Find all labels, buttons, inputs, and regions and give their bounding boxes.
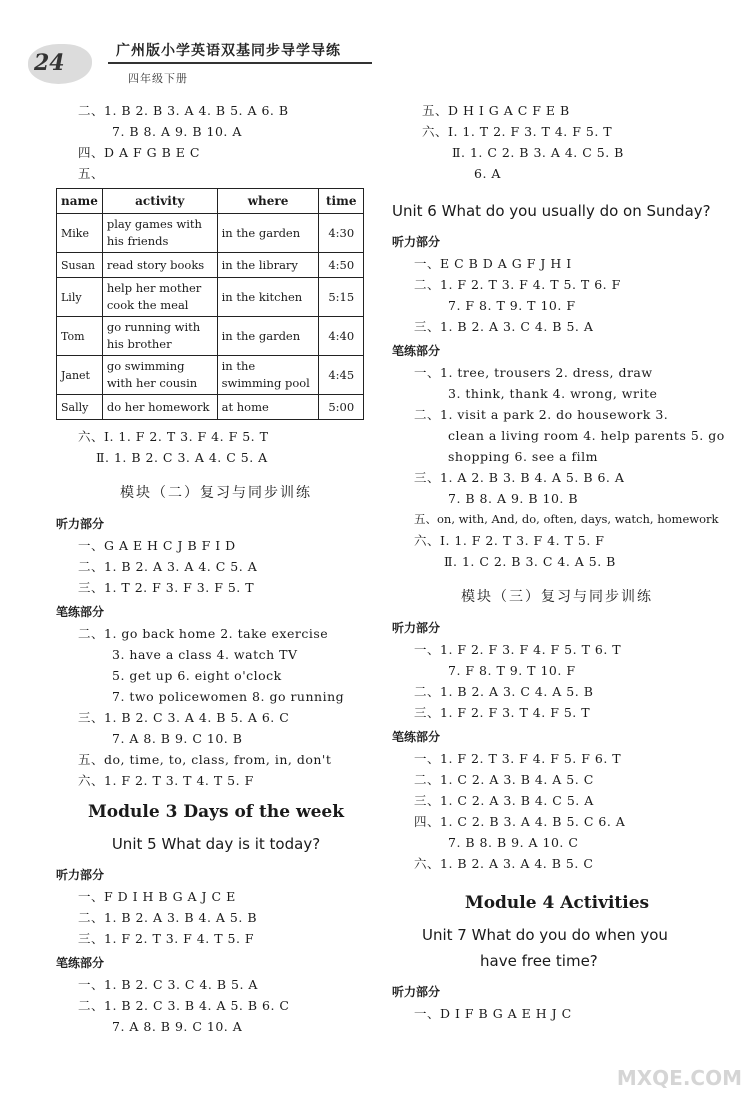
table-cell-activity: help her mother cook the meal (102, 278, 217, 317)
table-cell-name: Lily (57, 278, 103, 317)
answer-line: 三、1. F 2. F 3. T 4. F 5. T (414, 705, 591, 720)
table-cell-activity: go running with his brother (102, 317, 217, 356)
watermark (582, 1020, 742, 1090)
section-heading: 听力部分 (392, 235, 441, 249)
table-cell-where: in the garden (217, 214, 319, 253)
answer-line: 六、Ⅰ. 1. F 2. T 3. F 4. F 5. T (78, 429, 269, 444)
answer-line: 3. think, thank 4. wrong, write (448, 386, 658, 401)
table-header-cell: where (217, 189, 319, 214)
table-cell-name: Susan (57, 253, 103, 278)
table-cell-activity: go swimming with her cousin (102, 356, 217, 395)
answer-line: 一、D I F B G A E H J C (414, 1006, 572, 1021)
table-row (57, 395, 364, 420)
table-cell-name: Janet (57, 356, 103, 395)
section-title: 模块（二）复习与同步训练 (120, 485, 312, 501)
series-title: 广州版小学英语双基同步导学导练 (116, 43, 341, 59)
answer-line: 二、1. visit a park 2. do housework 3. (414, 407, 669, 422)
answer-line: 一、F D I H B G A J C E (78, 889, 236, 904)
section-heading: 笔练部分 (392, 730, 441, 744)
answer-line: 一、1. F 2. T 3. F 4. F 5. F 6. T (414, 751, 622, 766)
table-row (57, 317, 364, 356)
table-row (57, 278, 364, 317)
section-heading: 听力部分 (392, 621, 441, 635)
table-cell-time: 4:30 (319, 214, 364, 253)
watermark-text: MXQE.COM (616, 1066, 742, 1090)
answer-line: 三、1. C 2. A 3. B 4. C 5. A (414, 793, 594, 808)
table-cell-name: Mike (57, 214, 103, 253)
table-cell-activity: play games with his friends (102, 214, 217, 253)
table-row (57, 253, 364, 278)
answer-line: 五、do, time, to, class, from, in, don't (78, 752, 332, 767)
answer-line: 四、1. C 2. B 3. A 4. B 5. C 6. A (414, 814, 626, 829)
table-cell-where: at home (217, 395, 319, 420)
answer-line: 一、1. B 2. C 3. C 4. B 5. A (78, 977, 258, 992)
module-title: Module 3 Days of the week (87, 802, 345, 822)
table-cell-where: in the library (217, 253, 319, 278)
activity-table (56, 188, 364, 420)
answer-line: 7. B 8. B 9. A 10. C (448, 835, 579, 850)
answer-line: Ⅱ. 1. C 2. B 3. C 4. A 5. B (444, 554, 616, 569)
answer-line: 7. F 8. T 9. T 10. F (448, 663, 576, 678)
answer-line: 一、E C B D A G F J H I (414, 256, 572, 271)
answer-line: 二、1. B 2. A 3. C 4. A 5. B (414, 684, 594, 699)
answer-line: 三、1. A 2. B 3. B 4. A 5. B 6. A (414, 470, 625, 485)
answer-line: 3. have a class 4. watch TV (112, 647, 298, 662)
table-cell-time: 5:15 (319, 278, 364, 317)
answer-line: 二、1. B 2. A 3. B 4. A 5. B (78, 910, 258, 925)
table-cell-time: 4:50 (319, 253, 364, 278)
grade-label: 四年级下册 (128, 72, 188, 85)
answer-line: 六、Ⅰ. 1. T 2. F 3. T 4. F 5. T (422, 124, 613, 139)
right-column (392, 100, 725, 1024)
answer-line: 二、1. B 2. A 3. A 4. C 5. A (78, 559, 258, 574)
page-number: 24 (34, 50, 65, 76)
answer-line: 一、1. tree, trousers 2. dress, draw (414, 365, 653, 380)
answer-line: 7. two policewomen 8. go running (112, 689, 345, 704)
section-heading: 听力部分 (56, 868, 105, 882)
table-cell-name: Tom (57, 317, 103, 356)
header-divider (108, 62, 372, 64)
answer-line: 六、Ⅰ. 1. F 2. T 3. F 4. T 5. F (414, 533, 605, 548)
unit-title: Unit 6 What do you usually do on Sunday? (392, 202, 711, 220)
answer-line: 三、1. B 2. C 3. A 4. B 5. A 6. C (78, 710, 290, 725)
section-heading: 听力部分 (56, 517, 105, 531)
unit-title: have free time? (480, 952, 598, 970)
unit-title: Unit 7 What do you do when you (422, 926, 668, 944)
answer-line: 六、1. F 2. T 3. T 4. T 5. F (78, 773, 254, 788)
table-row (57, 214, 364, 253)
section-heading: 笔练部分 (56, 956, 105, 970)
module-title: Module 4 Activities (464, 893, 650, 913)
answer-line: 一、1. F 2. F 3. F 4. F 5. T 6. T (414, 642, 622, 657)
table-cell-activity: read story books (102, 253, 217, 278)
answer-line: clean a living room 4. help parents 5. go (448, 428, 725, 443)
answer-line: 6. A (474, 166, 501, 181)
answer-line: 7. A 8. B 9. C 10. A (112, 1019, 243, 1034)
answer-line: 7. A 8. B 9. C 10. B (112, 731, 243, 746)
section-heading: 听力部分 (392, 985, 441, 999)
answer-line: 二、1. B 2. B 3. A 4. B 5. A 6. B (78, 103, 289, 118)
table-cell-where: in the kitchen (217, 278, 319, 317)
answer-line: Ⅱ. 1. C 2. B 3. A 4. C 5. B (452, 145, 624, 160)
table-header-row (57, 189, 364, 214)
answer-line: 二、1. B 2. C 3. B 4. A 5. B 6. C (78, 998, 290, 1013)
table-row (57, 356, 364, 395)
answer-line: 六、1. B 2. A 3. A 4. B 5. C (414, 856, 594, 871)
answer-line: shopping 6. see a film (448, 449, 599, 464)
table-header-cell: name (57, 189, 103, 214)
table-cell-activity: do her homework (102, 395, 217, 420)
answer-line: 三、1. F 2. T 3. F 4. T 5. F (78, 931, 255, 946)
answer-line: 7. F 8. T 9. T 10. F (448, 298, 576, 313)
answer-line: 7. B 8. A 9. B 10. B (448, 491, 579, 506)
table-cell-where: in the garden (217, 317, 319, 356)
table-cell-where: in the swimming pool (217, 356, 319, 395)
answer-line: 五、on, with, And, do, often, days, watch, homework (414, 512, 719, 526)
answer-line: 二、1. go back home 2. take exercise (78, 626, 329, 641)
table-cell-time: 5:00 (319, 395, 364, 420)
answer-line: 五、D H I G A C F E B (422, 103, 570, 118)
answer-line: 三、1. B 2. A 3. C 4. B 5. A (414, 319, 594, 334)
answer-line: 二、1. C 2. A 3. B 4. A 5. C (414, 772, 594, 787)
answer-line: 5. get up 6. eight o'clock (112, 668, 282, 683)
answer-line: 四、D A F G B E C (78, 145, 200, 160)
section-title: 模块（三）复习与同步训练 (461, 589, 653, 605)
section-heading: 笔练部分 (392, 344, 441, 358)
table-header-cell: activity (102, 189, 217, 214)
table-cell-name: Sally (57, 395, 103, 420)
page-header (0, 0, 750, 88)
table-header-cell: time (319, 189, 364, 214)
answer-line: 五、 (78, 166, 105, 181)
table-cell-time: 4:40 (319, 317, 364, 356)
left-column (56, 100, 376, 1037)
answer-line: 一、G A E H C J B F I D (78, 538, 236, 553)
answer-line: Ⅱ. 1. B 2. C 3. A 4. C 5. A (96, 450, 268, 465)
table-cell-time: 4:45 (319, 356, 364, 395)
answer-line: 三、1. T 2. F 3. F 3. F 5. T (78, 580, 255, 595)
answer-line: 7. B 8. A 9. B 10. A (112, 124, 242, 139)
answer-line: 二、1. F 2. T 3. F 4. T 5. T 6. F (414, 277, 621, 292)
unit-title: Unit 5 What day is it today? (111, 835, 321, 853)
section-heading: 笔练部分 (56, 605, 105, 619)
